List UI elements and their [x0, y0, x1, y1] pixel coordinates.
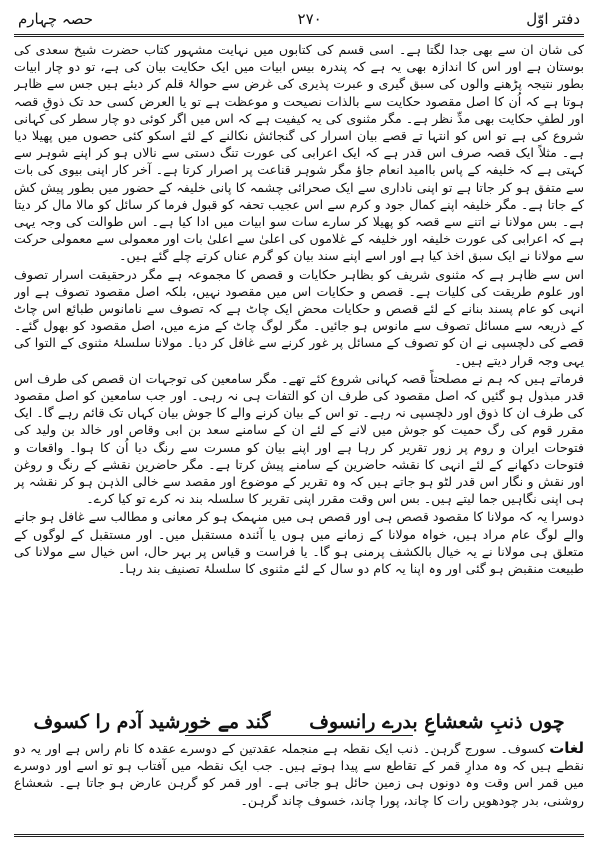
paragraph: کی شان ان سے بھی جدا لگتا ہے۔ اسی قسم کی کتابوں میں نہایت مشہور کتاب حضرت شیخ سعدی کی بوستان ہے اور اس کا اندازہ بھی یہ ہے کہ پندرہ بیس ابیات میں ایک حکایت بیان کی ہے، تو دو چار ابیات بطور نتیجہ پڑھنے والوں کی سبق گیری و عبرت پذیری کی غرض سے حوالۂ قلم کر دیئے ہیں جس سے ظاہر ہوتا ہے کہ اُن کا اصل مقصود حکایت سے بالذات نصیحت و موعظت ہے تو یا العرض کسی حد تک ذوقِ قصہ اور لطفِ حکایت بھی مدِّ نظر ہے۔ مگر مثنوی کی یہ کیفیت ہے کہ اس میں اگر کوئی دو چار سطر کی کہانی شروع کی ہے تو اس کو انتہا تے قصے بیان اسرار کی گنجائش نکالنے کے لئے اسکو کئی حصوں میں پھیلا دیا ہے۔ مثلاً ایک قصہ صرف اس قدر ہے کہ ایک اعرابی کی عورت تنگ دستی سے نالاں ہو کر اپنے شوہر سے کہتی ہے کہ خلیفہ کے پاس باامید انعام جاؤ مگر شوہر قناعت پر اصرار کرتا ہے۔ آخر کار اپنی بیوی کی بات سے متفق ہو کر جاتا ہے تو اپنی ناداری سے ایک صحرائی چشمہ کا پانی خلیفہ کے حضور میں بطور پیش کش کے جاتا ہے۔ مگر خلیفہ اپنے کمال جود و کرم سے اس عجیب تحفہ کو قبول فرما کر سائل کو مالا مال کر دیتا ہے۔ بس مولانا نے اتنے سے قصہ کو پھیلا کر سارے سات سو ابیات میں ادا کیا ہے۔ اس طوالت کی وجہ یہی ہے کہ اعرابی کی عورت خلیفہ اور خلیفہ کے غلاموں کی اعلیٰ سے اعلیٰ بات اور معمولی سے معمولی حرکت سے مولانا نے ایک سبق اخذ کیا ہے اور اسے اپنے سند بیان کو گرم عناں کرتے چلے گئے ہیں۔ [14, 42, 584, 264]
paragraph: اس سے ظاہر ہے کہ مثنوی شریف کو بظاہر حکایات و قصص کا مجموعہ ہے مگر درحقیقت اسرار تصوف اور علوم طریقت کی کلیات ہے۔ قصص و حکایات اس میں مقصود نہیں، بلکہ اصل مقصود تصوف ہے اور انہی کو عام پسند بنانے کے لئے قصص و حکایات محض ایک چاٹ ہے کہ تصوف سے نامانوس طبائع اس چاٹ کے ذریعہ سے مسائل تصوف سے مانوس ہو جائیں۔ مگر لوگ چاٹ کے مزے میں، اصل مقصود کو بھول گئے۔ قصے کی دلچسپی نے ان کو تصوف کے مسائل پر غور کرنے سے غافل کر دیا۔ مولانا سلسلۂ مثنوی کے التوا کی یہی وجہ قرار دیتے ہیں۔ [14, 266, 584, 368]
verse-hemistich: گند مے خورشید آدم را کسوف [33, 711, 271, 733]
header-rule [14, 34, 584, 37]
glossary-heading: لغات [549, 739, 584, 757]
header-volume-label: دفتر اوّل [526, 10, 580, 28]
verse-hemistich: چوں ذنبِ شعشاعِ بدرے رانسوف [309, 711, 565, 733]
paragraph: فرماتے ہیں کہ ہم نے مصلحتاً قصہ کہانی شروع کئے تھے۔ مگر سامعین کی توجہات ان قصص کی طرف اس قدر مبذول ہو گئیں کہ اصل مقصود کی طرف ان کو التفات ہی نہ رہی۔ اور جب سامعین کو اصل مقصود کی طرف ان کا ذوق اور دلچسپی نہ رہے۔ تو اس کے بیان کرنے والے کا جوش بیان کہاں تک قائم رہے گا۔ ایک مقرر قوم کی رگ حمیت کو جوش میں لانے کے لئے ان کے سامنے سعد بن ابی وقاص اور خالد بن ولید کی فتوحات ایران و روم پر زور تقریر کر رہا ہے اور اپنے بیان کو مسرت سے رنگ دیا اُن کا ہوا۔ واقعات و فتوحات دکھانے کے لئے انہی کا نقشہ حاضرین کے سامنے پیش کرتا ہے۔ مگر حاضرین نقشے کے رنگ و روغن اور نقش و نگار اس قدر لٹو ہو جاتے ہیں کہ وہ تقریر کے موضوع اور مقصد سے خالی الذہن ہو کر نقشہ پر ہی اپنی نگاہیں جما لیتے ہیں۔ بس اس وقت مقرر اپنی تقریر کا سلسلہ بند نہ کرے تو کیا کرے۔ [14, 370, 584, 507]
verse-couplet [14, 711, 584, 733]
verse-divider [185, 735, 413, 736]
glossary-text: کسوف۔ سورج گرہن۔ ذنب ایک نقطہ ہے منجملہ عقدتین کے دوسرے عقدہ کا نام راس ہے اور یہ دو نقطے ہیں کہ وہ مدارِ قمر کے تقاطع سے پیدا ہوتے ہیں۔ جب ایک نقطہ میں آفتاب ہو تو اسے اور دوسرے میں قمر اس وقت وہ دونوں ہی زمین حائل ہو جاتی ہے۔ اور قمر کو گرہن عارض ہو جاتا ہے۔ شعشاع روشنی، بدر چودھویں رات کا چاند، پورا چاند، خسوف چاند گرہن۔ [14, 741, 584, 808]
page-header [14, 6, 584, 32]
paragraph: دوسرا یہ کہ مولانا کا مقصود قصص ہی اور قصص ہی میں منہمک ہو کر معانی و مطالب سے غافل ہو جانے والے لوگ عام مراد ہیں، خواہ مولانا کے زمانے میں ہوں یا آئندہ مستقبل میں۔ اور مستقبل کے لوگوں کے متعلق ہی مولانا نے یہ خیال بالکشف پرمنی ہو گا۔ یا فراست و قیاس پر بہر حال، اس خیال سے مولانا کی طبیعت منقبض ہو گئی اور وہ اپنا یہ کام دو سال کے لئے مثنوی کا سلسلۂ تصنیف بند رہا۔ [14, 509, 584, 577]
glossary [14, 740, 584, 809]
header-part-label: حصہ چہارم [18, 10, 93, 28]
body-text [14, 41, 584, 707]
page-number: ۲۷۰ [297, 10, 322, 28]
footer-rule [14, 834, 584, 837]
